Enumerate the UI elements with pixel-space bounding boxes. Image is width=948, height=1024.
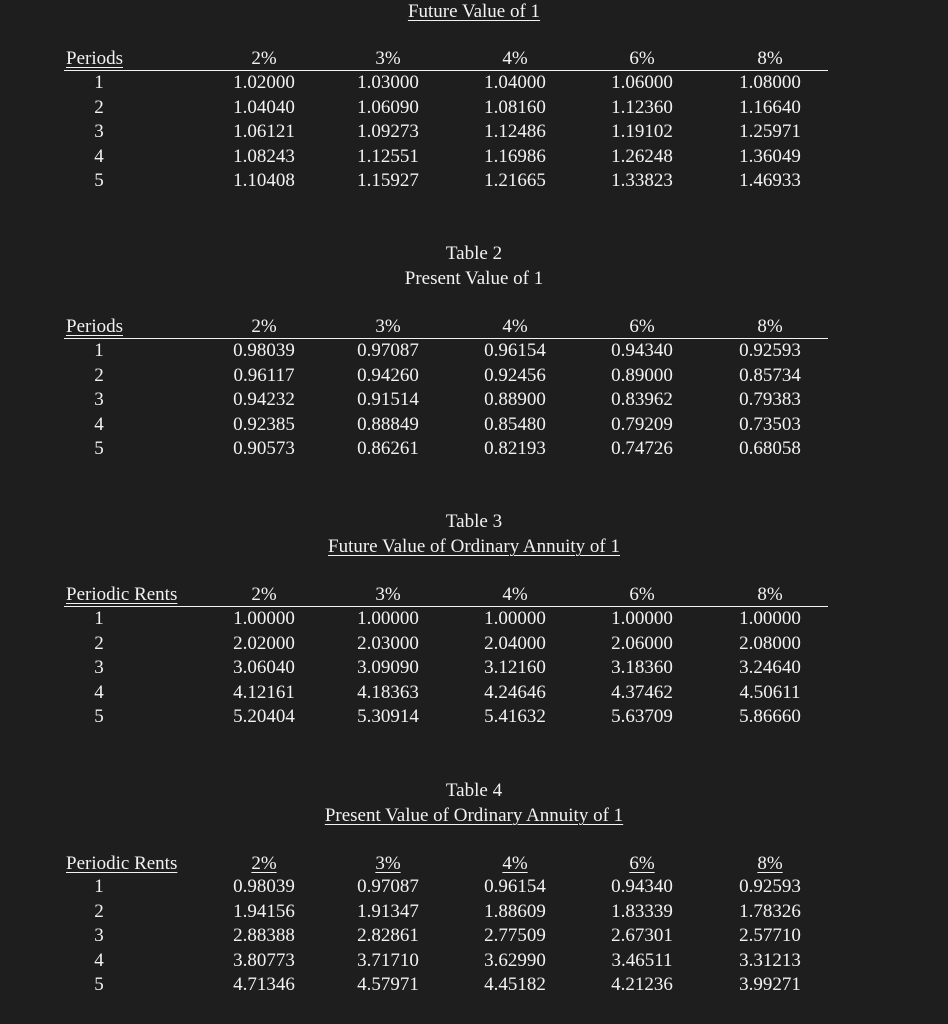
table-row — [64, 681, 828, 706]
period-cell: 2 — [94, 96, 104, 118]
table-row — [64, 413, 828, 438]
value-cell: 0.79383 — [739, 389, 801, 410]
value-cell: 1.94156 — [233, 900, 295, 922]
rate-header: 8% — [757, 316, 783, 337]
value-cell: 1.16640 — [739, 96, 801, 118]
value-cell: 2.03000 — [357, 632, 419, 654]
period-cell: 4 — [94, 413, 104, 435]
value-cell: 0.98039 — [233, 876, 295, 897]
value-cell: 0.94340 — [611, 340, 673, 361]
table-1-title — [0, 0, 948, 24]
value-cell: 1.19102 — [611, 121, 673, 142]
period-cell: 3 — [94, 657, 104, 678]
period-cell: 3 — [94, 389, 104, 410]
rate-header: 2% — [251, 48, 277, 69]
value-cell: 0.85480 — [484, 413, 546, 435]
table-row — [64, 145, 828, 170]
rate-header: 3% — [375, 48, 401, 69]
value-cell: 0.92456 — [484, 364, 546, 386]
period-cell: 5 — [94, 706, 104, 727]
period-cell: 4 — [94, 949, 104, 971]
value-cell: 1.00000 — [357, 608, 419, 629]
table-row — [64, 656, 828, 681]
table-row — [64, 949, 828, 974]
value-cell: 0.92593 — [739, 876, 801, 897]
rate-header: 8% — [757, 48, 783, 69]
value-cell: 0.68058 — [739, 438, 801, 459]
value-cell: 0.92385 — [233, 413, 295, 435]
period-cell: 4 — [94, 145, 104, 167]
period-cell: 1 — [94, 876, 104, 897]
period-cell: 1 — [94, 340, 104, 361]
value-cell: 1.04000 — [484, 72, 546, 93]
table-row — [64, 632, 828, 657]
table-4-title-text: Present Value of Ordinary Annuity of 1 — [324, 805, 624, 826]
value-cell: 0.79209 — [611, 413, 673, 435]
rate-header: 2% — [251, 316, 277, 337]
value-cell: 2.77509 — [484, 925, 546, 946]
value-cell: 2.88388 — [233, 925, 295, 946]
value-cell: 1.03000 — [357, 72, 419, 93]
value-cell: 0.96154 — [484, 340, 546, 361]
period-cell: 3 — [94, 121, 104, 142]
table-row — [64, 388, 828, 413]
table-1-first-header: Periods — [66, 48, 123, 69]
rate-header: 6% — [629, 316, 655, 337]
value-cell: 5.86660 — [739, 706, 801, 727]
value-cell: 4.12161 — [233, 681, 295, 703]
value-cell: 5.20404 — [233, 706, 295, 727]
value-cell: 1.06121 — [233, 121, 295, 142]
rate-header: 6% — [629, 853, 655, 874]
table-3 — [64, 584, 828, 730]
table-row — [64, 169, 828, 194]
table-3-first-header: Periodic Rents — [66, 584, 178, 605]
value-cell: 1.06000 — [611, 72, 673, 93]
value-cell: 1.08243 — [233, 145, 295, 167]
value-cell: 3.31213 — [739, 949, 801, 971]
value-cell: 4.37462 — [611, 681, 673, 703]
value-cell: 0.96154 — [484, 876, 546, 897]
table-row — [64, 973, 828, 998]
value-cell: 2.04000 — [484, 632, 546, 654]
value-cell: 0.74726 — [611, 438, 673, 459]
value-cell: 0.96117 — [233, 364, 295, 386]
value-cell: 4.24646 — [484, 681, 546, 703]
value-cell: 0.98039 — [233, 340, 295, 361]
table-row — [64, 900, 828, 925]
rate-header: 4% — [502, 316, 528, 337]
value-cell: 1.91347 — [357, 900, 419, 922]
value-cell: 2.06000 — [611, 632, 673, 654]
table-3-title — [0, 535, 948, 559]
table-4-number — [0, 779, 948, 803]
value-cell: 2.08000 — [739, 632, 801, 654]
value-cell: 0.90573 — [233, 438, 295, 459]
value-cell: 0.88900 — [484, 389, 546, 410]
table-3-header-row — [64, 584, 828, 607]
rate-header: 8% — [757, 584, 783, 605]
value-cell: 1.06090 — [357, 96, 419, 118]
table-2-number — [0, 242, 948, 266]
table-row — [64, 437, 828, 462]
value-cell: 5.30914 — [357, 706, 419, 727]
period-cell: 5 — [94, 974, 104, 995]
value-cell: 3.62990 — [484, 949, 546, 971]
table-row — [64, 607, 828, 632]
value-cell: 1.25971 — [739, 121, 801, 142]
value-cell: 1.00000 — [233, 608, 295, 629]
value-cell: 0.91514 — [357, 389, 419, 410]
value-cell: 1.10408 — [233, 170, 295, 191]
value-cell: 5.63709 — [611, 706, 673, 727]
value-cell: 3.18360 — [611, 657, 673, 678]
value-cell: 4.71346 — [233, 974, 295, 995]
value-cell: 0.94232 — [233, 389, 295, 410]
value-cell: 1.00000 — [611, 608, 673, 629]
rate-header: 2% — [251, 584, 277, 605]
value-cell: 1.00000 — [484, 608, 546, 629]
rate-header: 4% — [502, 853, 528, 874]
table-3-title-text: Future Value of Ordinary Annuity of 1 — [328, 536, 620, 557]
table-4-header-row — [64, 853, 828, 875]
table-1-title-text: Future Value of 1 — [407, 1, 541, 22]
value-cell: 4.57971 — [357, 974, 419, 995]
value-cell: 3.80773 — [233, 949, 295, 971]
rate-header: 4% — [502, 584, 528, 605]
value-cell: 2.67301 — [611, 925, 673, 946]
value-cell: 1.36049 — [739, 145, 801, 167]
value-cell: 3.12160 — [484, 657, 546, 678]
rate-header: 3% — [375, 584, 401, 605]
value-cell: 3.24640 — [739, 657, 801, 678]
value-cell: 0.97087 — [357, 340, 419, 361]
value-cell: 5.41632 — [484, 706, 546, 727]
value-cell: 0.94260 — [357, 364, 419, 386]
value-cell: 1.33823 — [611, 170, 673, 191]
value-cell: 1.12486 — [484, 121, 546, 142]
table-2-first-header: Periods — [66, 316, 123, 337]
value-cell: 1.78326 — [739, 900, 801, 922]
value-cell: 2.57710 — [739, 925, 801, 946]
value-cell: 3.06040 — [233, 657, 295, 678]
value-cell: 1.02000 — [233, 72, 295, 93]
table-1 — [64, 48, 828, 194]
table-2-title — [0, 267, 948, 291]
value-cell: 2.02000 — [233, 632, 295, 654]
value-cell: 1.08000 — [739, 72, 801, 93]
value-cell: 1.21665 — [484, 170, 546, 191]
value-cell: 3.99271 — [739, 974, 801, 995]
table-row — [64, 71, 828, 96]
table-row — [64, 339, 828, 364]
rate-header: 6% — [629, 584, 655, 605]
table-3-number-text: Table 3 — [445, 511, 503, 532]
value-cell: 0.73503 — [739, 413, 801, 435]
value-cell: 2.82861 — [357, 925, 419, 946]
table-row — [64, 924, 828, 949]
table-2-header-row — [64, 316, 828, 339]
value-cell: 1.04040 — [233, 96, 295, 118]
value-cell: 0.97087 — [357, 876, 419, 897]
table-row — [64, 96, 828, 121]
value-cell: 0.92593 — [739, 340, 801, 361]
table-2-title-text: Present Value of 1 — [404, 268, 544, 289]
table-2 — [64, 316, 828, 462]
value-cell: 0.94340 — [611, 876, 673, 897]
period-cell: 2 — [94, 900, 104, 922]
value-cell: 1.12551 — [357, 145, 419, 167]
value-cell: 0.88849 — [357, 413, 419, 435]
value-cell: 1.00000 — [739, 608, 801, 629]
value-cell: 3.71710 — [357, 949, 419, 971]
table-row — [64, 875, 828, 900]
value-cell: 4.45182 — [484, 974, 546, 995]
rate-header: 3% — [375, 316, 401, 337]
period-cell: 5 — [94, 170, 104, 191]
table-row — [64, 120, 828, 145]
value-cell: 0.82193 — [484, 438, 546, 459]
value-cell: 1.08160 — [484, 96, 546, 118]
value-cell: 3.09090 — [357, 657, 419, 678]
period-cell: 4 — [94, 681, 104, 703]
value-cell: 1.09273 — [357, 121, 419, 142]
value-cell: 0.86261 — [357, 438, 419, 459]
value-cell: 0.83962 — [611, 389, 673, 410]
value-cell: 0.85734 — [739, 364, 801, 386]
value-cell: 0.89000 — [611, 364, 673, 386]
value-cell: 1.26248 — [611, 145, 673, 167]
rate-header: 3% — [375, 853, 401, 874]
period-cell: 1 — [94, 608, 104, 629]
period-cell: 5 — [94, 438, 104, 459]
table-4 — [64, 853, 828, 998]
value-cell: 3.46511 — [611, 949, 673, 971]
period-cell: 2 — [94, 632, 104, 654]
table-1-header-row — [64, 48, 828, 71]
rate-header: 4% — [502, 48, 528, 69]
value-cell: 4.21236 — [611, 974, 673, 995]
table-4-first-header: Periodic Rents — [66, 853, 178, 874]
value-cell: 1.12360 — [611, 96, 673, 118]
value-cell: 1.46933 — [739, 170, 801, 191]
table-row — [64, 364, 828, 389]
table-4-title — [0, 804, 948, 828]
value-cell: 1.88609 — [484, 900, 546, 922]
rate-header: 2% — [251, 853, 277, 874]
table-row — [64, 705, 828, 730]
value-cell: 1.15927 — [357, 170, 419, 191]
table-4-number-text: Table 4 — [445, 780, 503, 801]
table-2-number-text: Table 2 — [445, 243, 503, 264]
value-cell: 4.18363 — [357, 681, 419, 703]
rate-header: 6% — [629, 48, 655, 69]
period-cell: 1 — [94, 72, 104, 93]
value-cell: 4.50611 — [739, 681, 801, 703]
period-cell: 2 — [94, 364, 104, 386]
rate-header: 8% — [757, 853, 783, 874]
value-cell: 1.83339 — [611, 900, 673, 922]
table-3-number — [0, 510, 948, 534]
period-cell: 3 — [94, 925, 104, 946]
value-cell: 1.16986 — [484, 145, 546, 167]
